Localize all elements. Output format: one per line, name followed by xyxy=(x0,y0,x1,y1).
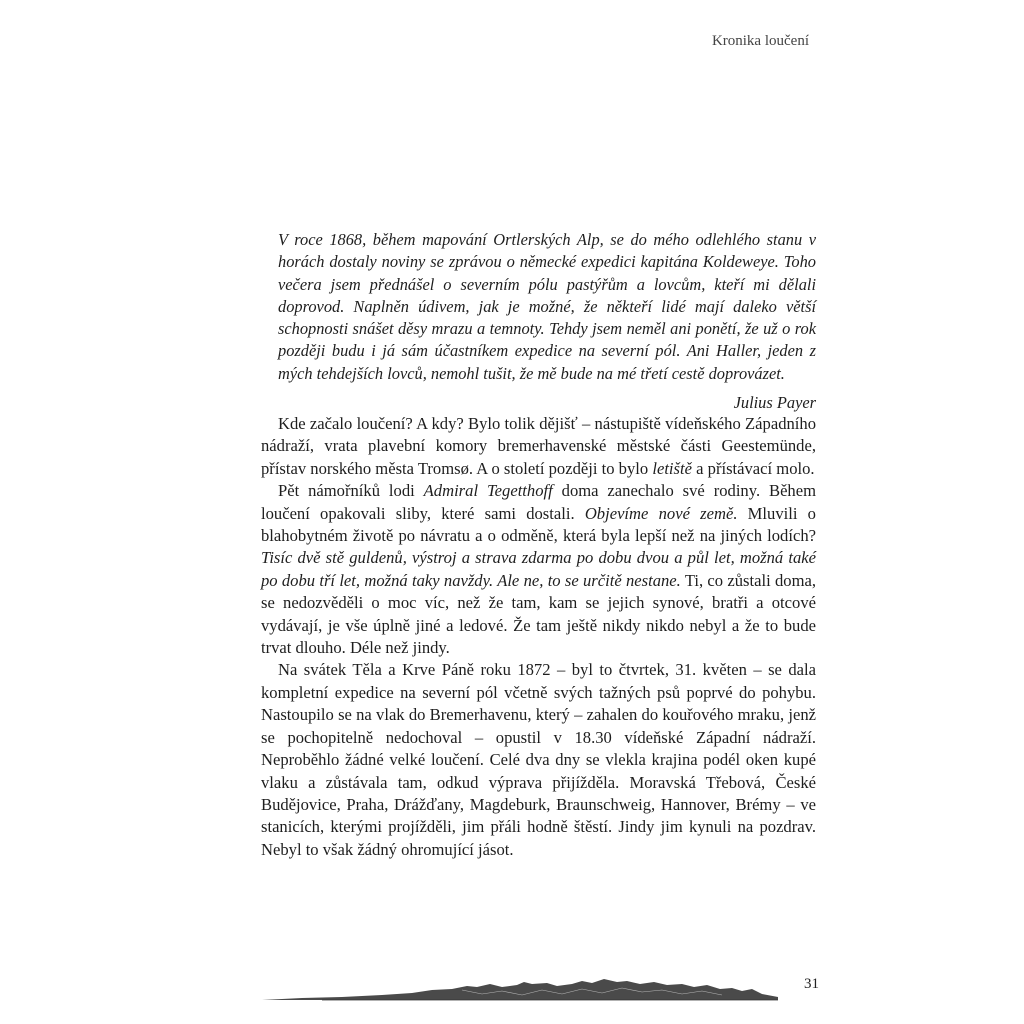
paragraph-1 xyxy=(261,413,816,480)
text-segment: Kde začalo loučení? A kdy? Bylo tolik dějišť – nástupiště vídeňského Západního nádraží, vrata plavební komory bremerhavenské městské části Geestemünde, přístav norského města Tromsø. A o století později to bylo xyxy=(261,414,816,478)
epigraph-text: V roce 1868, během mapování Ortlerských Alp, se do mého odlehlého stanu v horách dostaly noviny se zprávou o německé expedici kapitána Koldeweye. Toho večera jsem přednášel o severním pólu pastýřům a lovcům, kteří mi dělali doprovod. Naplněn údivem, jak je možné, že někteří lidé mají daleko větší schopnosti snášet děsy mrazu a temnoty. Tehdy jsem neměl ani ponětí, že už o rok později budu i já sám účastníkem expedice na severní pól. Ani Haller, jeden z mých tehdejších lovců, nemohl tušit, že mě bude na mé třetí cestě doprovázet. xyxy=(278,230,816,383)
epigraph-author: Julius Payer xyxy=(733,393,816,412)
text-segment: Mluvili o blahobytném životě po návratu a o odměně, která byla lepší než na jiných lodích? xyxy=(261,503,816,546)
italic-segment: Admiral Tegetthoff xyxy=(423,481,553,501)
italic-segment: Tisíc dvě stě guldenů, výstroj a strava zdarma po dobu dvou a půl let, možná také po dobu tří let, možná taky navždy. Ale ne, to se určitě nestane. xyxy=(261,548,816,590)
paragraph-3 xyxy=(261,659,816,861)
page-number: 31 xyxy=(804,976,819,992)
landscape-illustration xyxy=(262,970,778,1006)
body-text xyxy=(261,413,816,861)
running-head: Kronika loučení xyxy=(711,33,809,49)
italic-segment: Objevíme nové země. xyxy=(584,503,738,523)
text-segment: a přístávací molo. xyxy=(691,458,815,478)
text-segment: doma zanechalo své rodiny. Během loučení opakovali sliby, které sami dostali. xyxy=(261,481,817,523)
paragraph-2 xyxy=(261,480,816,659)
italic-segment: letiště xyxy=(652,458,692,478)
text-segment: Pět námořníků lodi xyxy=(278,481,424,501)
text-segment: Na svátek Těla a Krve Páně roku 1872 – byl to čtvrtek, 31. květen – se dala kompletní expedice na severní pól včetně svých tažných psů poprvé do pohybu. Nastoupilo se na vlak do Bremerhavenu, který – zahalen do kouřového mraku, jenž se pochopitelně nedochoval – opustil v 18.30 vídeňské Západní nádraží. Neproběhlo žádné velké loučení. Celé dva dny se vlekla krajina podél oken kupé vlaku a zůstávala tam, odkud výprava přijížděla. Moravská Třebová, České Budějovice, Praha, Drážďany, Magdeburk, Braunschweig, Hannover, Brémy – ve stanicích, kterými projížděli, jim přáli hodně štěstí. Jindy jim kynuli na pozdrav. Nebyl to však žádný ohromující jásot. xyxy=(261,660,816,859)
text-segment: Ti, co zůstali doma, se nedozvěděli o moc víc, než že tam, kam se jejich synové, bratři a otcové vydávají, je vše úplně jiné a ledové. Že tam ještě nikdy nikdo nebyl a že to bude trvat dlouho. Déle než jindy. xyxy=(261,570,816,658)
